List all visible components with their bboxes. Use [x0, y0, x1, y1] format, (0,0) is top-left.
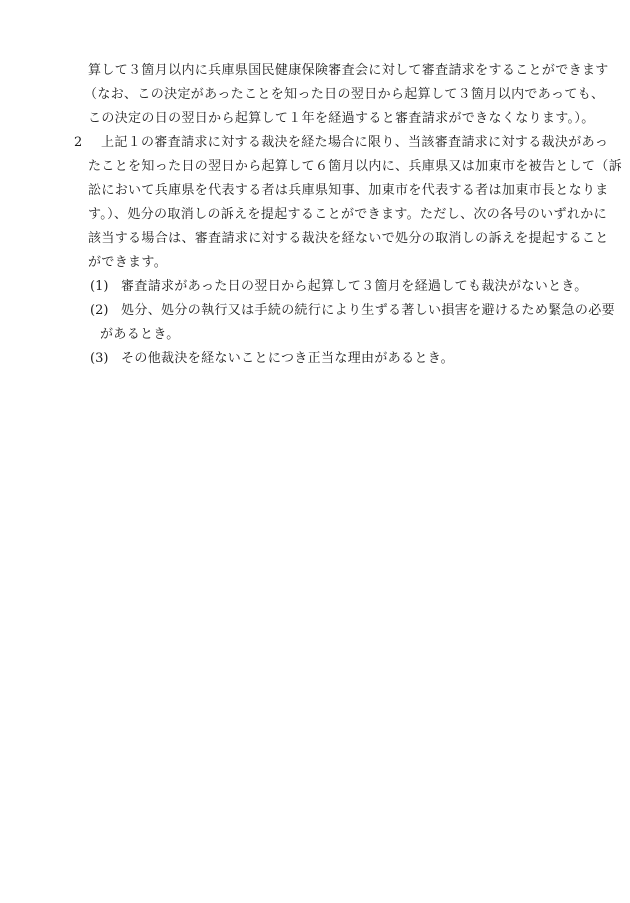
subitem-number-2: (2) — [90, 303, 109, 318]
continuation-line-1: 算して３箇月以内に兵庫県国民健康保険審査会に対して審査請求をすることができます — [88, 63, 609, 78]
subitem-3-line-1: その他裁決を経ないことにつき正当な理由があるとき。 — [121, 351, 454, 366]
subitem-1-line-1: 審査請求があった日の翌日から起算して３箇月を経過しても裁決がないとき。 — [121, 279, 588, 294]
continuation-line-2: （なお、この決定があったことを知った日の翌日から起算して３箇月以内であっても、 — [84, 87, 605, 102]
item2-line-4: す。）、処分の取消しの訴えを提起することができます。ただし、次の各号のいずれかに — [88, 207, 607, 222]
item2-line-5: 該当する場合は、審査請求に対する裁決を経ないで処分の取消しの訴えを提起すること — [88, 231, 609, 246]
item2-line-3: 訟において兵庫県を代表する者は兵庫県知事、加東市を代表する者は加東市長となりま — [88, 183, 609, 198]
subitem-2-line-1: 処分、処分の執行又は手続の続行により生ずる著しい損害を避けるため緊急の必要 — [121, 303, 615, 318]
subitem-number-3: (3) — [90, 351, 109, 366]
item2-line-2: たことを知った日の翌日から起算して６箇月以内に、兵庫県又は加東市を被告として（訴 — [88, 159, 623, 174]
subitem-number-1: (1) — [90, 279, 109, 294]
item2-line-6: ができます。 — [88, 255, 168, 270]
item-number-2: 2 — [74, 135, 83, 150]
continuation-line-3: この決定の日の翌日から起算して１年を経過すると審査請求ができなくなります。）。 — [88, 111, 595, 126]
item2-line-1: 上記１の審査請求に対する裁決を経た場合に限り、当該審査請求に対する裁決があっ — [101, 135, 609, 150]
subitem-2-line-2: があるとき。 — [100, 327, 180, 342]
